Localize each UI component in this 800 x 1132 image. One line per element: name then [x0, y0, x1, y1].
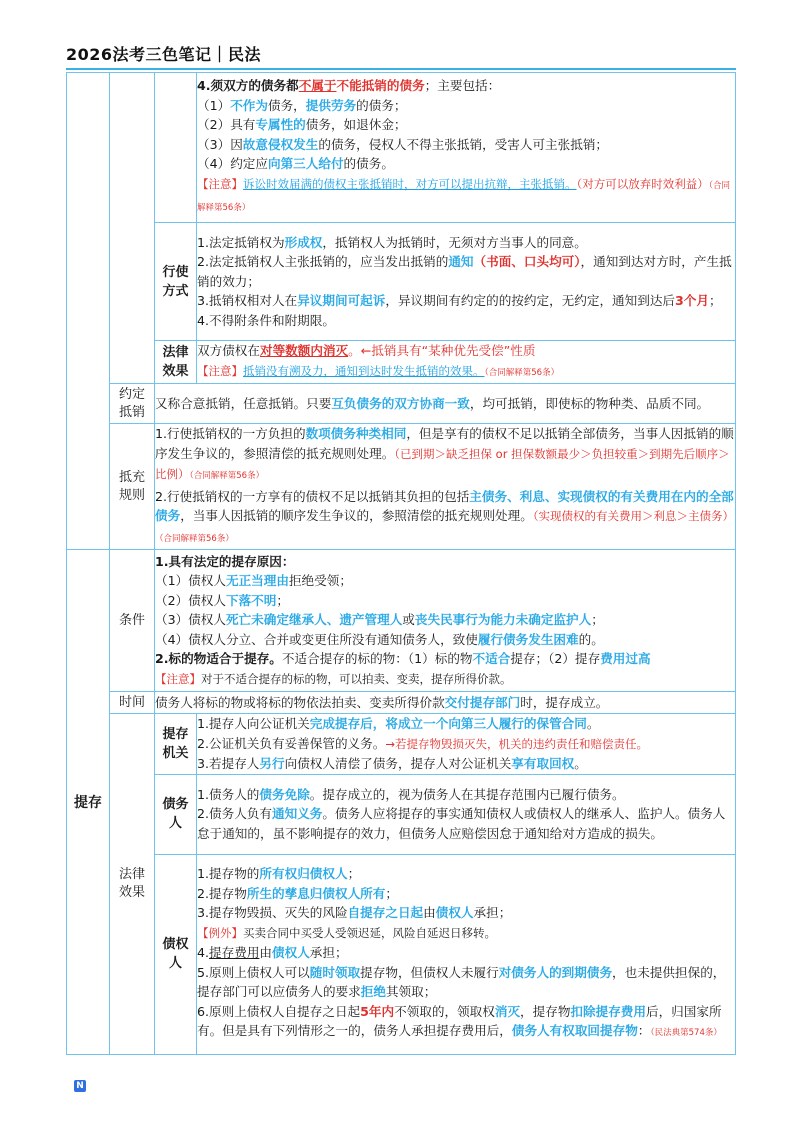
table-row [67, 341, 736, 384]
content-cell: 债务人将标的物或将标的物依法拍卖、变卖所得价款交付提存部门时，提存成立。 [155, 692, 736, 714]
table-row [67, 854, 736, 1054]
page-header [66, 40, 736, 70]
row-label: 约定抵销 [110, 384, 155, 424]
table-row [67, 714, 736, 775]
content-cell: 1.具有法定的提存原因： （1）债权人无正当理由拒绝受领； （2）债权人下落不明； （3）债权人死亡未确定继承人、遗产管理人或丧失民事行为能力未确定监护人； （4）债权人分立、合并或变更住所没有通知债务人，致使履行债务发生困难的。 2.标的物适合于提存。不适合提存的标的物：（1）标的物不适合提存；（2）提存费用过高 【注意】对于不适合提存的标的物，可以拍卖、变卖，提存所得价款。 [155, 550, 736, 692]
content-cell: 1.提存人向公证机关完成提存后，将成立一个向第三人履行的保管合同。 2.公证机关负有妥善保管的义务。→若提存物毁损灭失，机关的违约责任和赔偿责任。 3.若提存人另行向债权人清偿了债务，提存人对公证机关享有取回权。 [197, 714, 736, 775]
content-cell: 1.提存物的所有权归债权人； 2.提存物所生的孳息归债权人所有； 3.提存物毁损、灭失的风险自提存之日起由债权人承担； 【例外】买卖合同中买受人受领迟延，风险自延迟日移转。 4.提存费用由债权人承担； 5.原则上债权人可以随时领取提存物，但债权人未履行对债务人的到期债务，也未提供担保的，提存部门可以应债务人的要求拒绝其领取； 6.原则上债权人自提存之日起5年内不领取的，领取权消灭，提存物扣除提存费用后，归国家所有。但是具有下列情形之一的，债务人承担提存费用后，债务人有权取回提存物：（民法典第574条） [197, 854, 736, 1054]
row-label: 条件 [110, 550, 155, 692]
row-label: 时间 [110, 692, 155, 714]
label-cell-empty [155, 73, 197, 223]
content-cell: 又称合意抵销，任意抵销。只要互负债务的双方协商一致，均可抵销，即使标的物种类、品质不同。 [155, 384, 736, 424]
row-label: 行使方式 [155, 223, 197, 341]
content-cell: 1.债务人的债务免除。提存成立的，视为债务人在其提存范围内已履行债务。 2.债务人负有通知义务。债务人应将提存的事实通知债权人或债权人的继承人、监护人。债务人怠于通知的，虽不影响提存的效力，但债务人应赔偿因怠于通知给对方造成的损失。 [197, 774, 736, 854]
table-row [67, 384, 736, 424]
row-label: 债权人 [155, 854, 197, 1054]
content-cell: 1.法定抵销权为形成权，抵销权人为抵销时，无须对方当事人的同意。 2.法定抵销权人主张抵销的，应当发出抵销的通知（书面、口头均可），通知到达对方时，产生抵销的效力； 3.抵销权相对人在异议期间可起诉，异议期间有约定的的按约定，无约定，通知到达后3个月； 4.不得附条件和附期限。 [197, 223, 736, 341]
table-row [67, 73, 736, 223]
table-row [67, 550, 736, 692]
table-row [67, 424, 736, 550]
table-row [67, 774, 736, 854]
content-cell: 双方债权在对等数额内消灭。←抵销具有“某种优先受偿”性质 【注意】抵销没有溯及力，通知到达时发生抵销的效果。（合同解释第56条） [197, 341, 736, 384]
topic-cell: 提存 [67, 550, 110, 1055]
row-label: 债务人 [155, 774, 197, 854]
content-cell: 1.行使抵销权的一方负担的数项债务种类相同，但是享有的债权不足以抵销全部债务，当事人因抵销的顺序发生争议的，参照清偿的抵充规则处理。（已到期＞缺乏担保 or 担保数额最少＞负担较重＞到期先后顺序＞比例）（合同解释第56条） 2.行使抵销权的一方享有的债权不足以抵销其负担的包括主债务、利息、实现债权的有关费用在内的全部债务，当事人因抵销的顺序发生争议的，参照清偿的抵充规则处理。（实现债权的有关费用＞利息＞主债务）（合同解释第56条） [155, 424, 736, 550]
table-row [67, 223, 736, 341]
page-marker-icon: N [74, 1080, 86, 1092]
content-cell: 4.须双方的债务都不属于不能抵销的债务；主要包括： （1）不作为债务，提供劳务的债务； （2）具有专属性的债务，如退休金； （3）因故意侵权发生的债务，侵权人不得主张抵销，受害人可主张抵销； （4）约定应向第三人给付的债务。 【注意】诉讼时效届满的债权主张抵销时，对方可以提出抗辩，主张抵销。（对方可以放弃时效利益）（合同解释第56条） [197, 73, 736, 223]
row-label: 抵充规则 [110, 424, 155, 550]
header-divider [66, 68, 736, 70]
header-title: 2026法考三色笔记｜民法 [66, 45, 262, 64]
notes-table [66, 72, 736, 1055]
table-row [67, 692, 736, 714]
row-label: 提存机关 [155, 714, 197, 775]
row-label: 法律效果 [110, 714, 155, 1055]
topic-cell-empty [67, 73, 110, 550]
row-label: 法律效果 [155, 341, 197, 384]
subtopic-cell-empty [110, 73, 155, 384]
